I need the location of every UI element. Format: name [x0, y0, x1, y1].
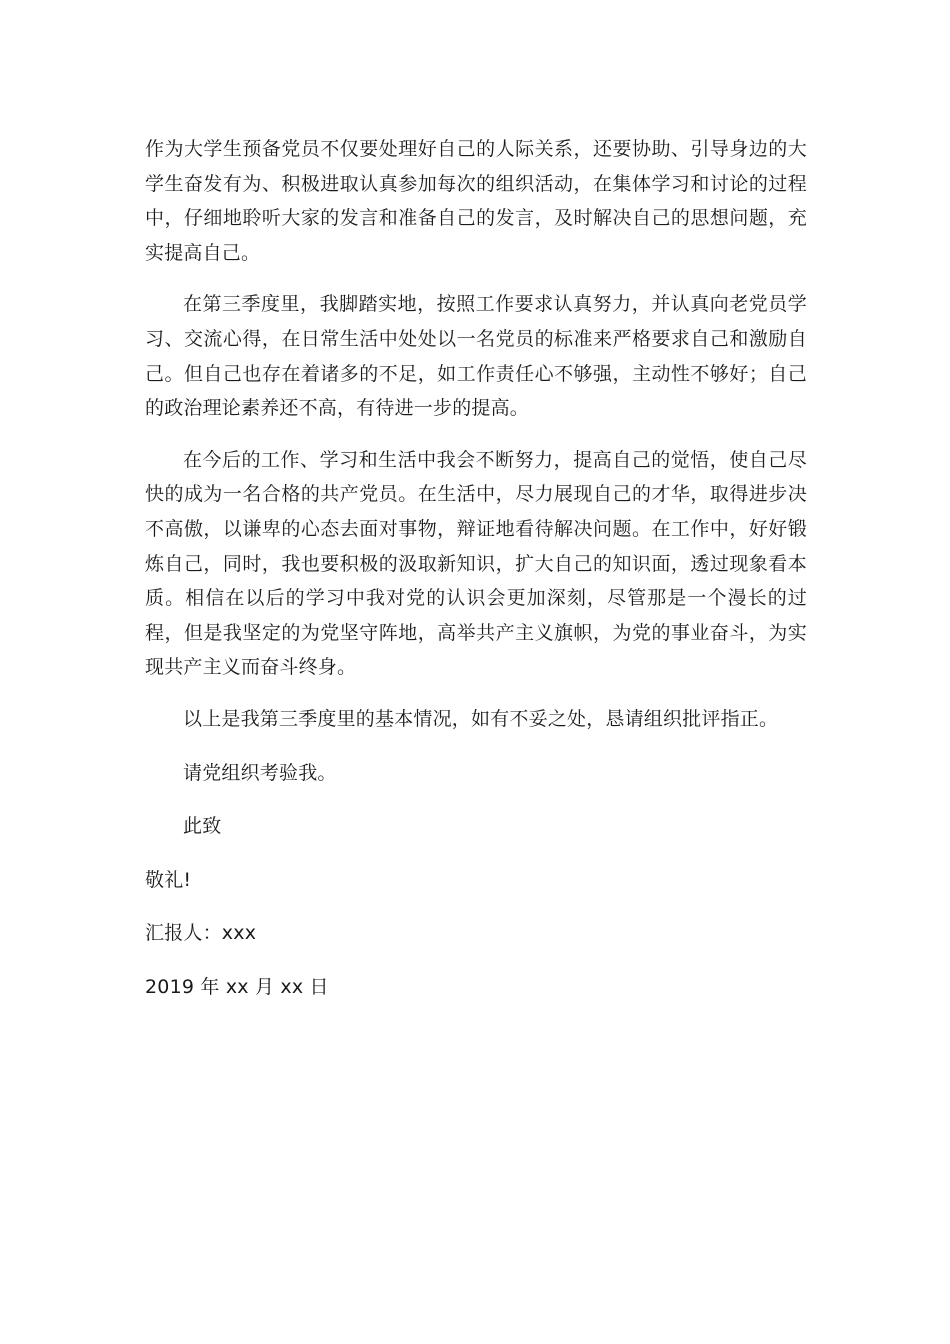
- body-paragraph-1: 作为大学生预备党员不仅要处理好自己的人际关系，还要协助、引导身边的大学生奋发有为、积极进取认真参加每次的组织活动，在集体学习和讨论的过程中，仔细地聆听大家的发言和准备自己的发言，及时解决自己的思想问题，充实提高自己。: [145, 138, 807, 264]
- closing-phrase: 此致: [183, 815, 222, 838]
- body-paragraph-4: 以上是我第三季度里的基本情况，如有不妥之处，恳请组织批评指正。: [183, 707, 779, 730]
- report-date: 2019 年 xx 月 xx 日: [145, 975, 329, 998]
- body-paragraph-2: 在第三季度里，我脚踏实地，按照工作要求认真努力，并认真向老党员学习、交流心得，在日常生活中处处以一名党员的标准来严格要求自己和激励自己。但自己也存在着诸多的不足，如工作责任心不够强，主动性不够好；自己的政治理论素养还不高，有待进一步的提高。: [145, 293, 807, 420]
- salutation: 敬礼!: [145, 868, 192, 891]
- document-page: [145, 132, 807, 1023]
- body-paragraph-3: 在今后的工作、学习和生活中我会不断努力，提高自己的觉悟，使自己尽快的成为一名合格的共产党员。在生活中，尽力展现自己的才华，取得进步决不高傲，以谦卑的心态去面对事物，辩证地看待解决问题。在工作中，好好锻炼自己，同时，我也要积极的汲取新知识，扩大自己的知识面，透过现象看本质。相信在以后的学习中我对党的认识会更加深刻，尽管那是一个漫长的过程，但是我坚定的为党坚守阵地，高举共产主义旗帜，为党的事业奋斗，为实现共产主义而奋斗终身。: [145, 448, 807, 679]
- body-paragraph-5: 请党组织考验我。: [183, 761, 337, 784]
- signature: 汇报人：xxx: [145, 922, 257, 945]
